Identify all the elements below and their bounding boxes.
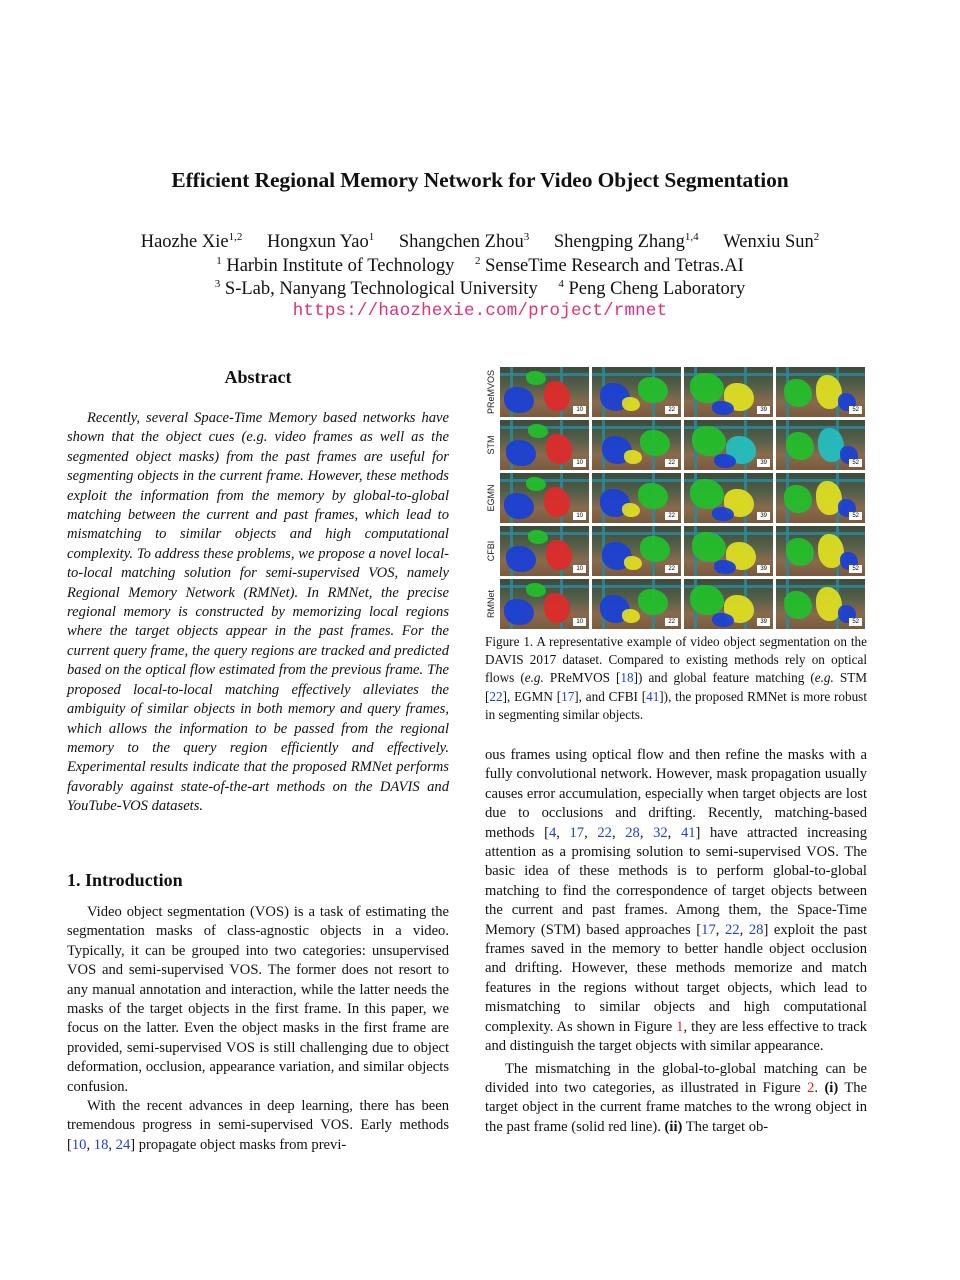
row-label: CFBI <box>486 540 496 562</box>
frame-thumbnail <box>500 579 589 629</box>
frame-number: 22 <box>665 565 678 573</box>
frame-number: 52 <box>849 406 862 414</box>
frame-number: 39 <box>757 565 770 573</box>
author-1: Haozhe Xie$^{1,2}$ <box>140 231 243 253</box>
affiliation-4: $^4$ Peng Cheng Laboratory <box>558 278 746 300</box>
frame-thumbnail <box>776 420 865 470</box>
frame-thumbnail <box>500 473 589 523</box>
citation-link[interactable]: 18 <box>93 1136 109 1153</box>
citation-link[interactable]: 28 <box>748 921 764 938</box>
citation-link[interactable]: 22 <box>489 688 503 704</box>
frame-number: 52 <box>849 618 862 626</box>
figure-link[interactable]: 2 <box>807 1079 815 1096</box>
abstract-paragraph: Recently, several Space-Time Memory based networks have shown that the object cues (e.g. video frames as well as the segmented object masks) from the past frames are useful for segmenting objects in the current frame. However, these methods exploit the information from the memory by global-to-global matching between the current and past frames, which lead to mismatching to similar objects and high computational complexity. To address these problems, we propose a novel local-to-local matching solution for semi-supervised VOS, namely Regional Memory Network (RMNet). In RMNet, the precise regional memory is constructed by memorizing local regions where the target objects appear in the past frames. For the current query frame, the query regions are tracked and predicted based on the optical flow estimated from the previous frame. The proposed local-to-local matching effectively alleviates the ambiguity of similar objects in both memory and query frames, which allows the information to be passed from the regional memory to the query region efficiently and effectively. Experimental results indicate that the proposed RMNet performs favorably against state-of-the-art methods on the DAVIS and YouTube-VOS datasets. <box>67 410 449 815</box>
frame-number: 22 <box>665 512 678 520</box>
frame-number: 10 <box>573 512 586 520</box>
paper-title: Efficient Regional Memory Network for Video Object Segmentation <box>171 168 789 192</box>
affiliation-line-1 <box>60 255 900 277</box>
citation-link[interactable]: 22 <box>725 921 740 938</box>
frame-number: 22 <box>665 459 678 467</box>
abstract-heading: Abstract <box>224 367 292 387</box>
figure-row-cfbi <box>484 526 866 576</box>
author-4: Shengping Zhang$^{1,4}$ <box>553 231 699 253</box>
frame-thumbnail <box>684 420 773 470</box>
citation-link[interactable]: 10 <box>71 1136 87 1153</box>
frame-thumbnail <box>776 526 865 576</box>
frame-number: 10 <box>573 459 586 467</box>
frame-thumbnail <box>592 579 681 629</box>
frame-thumbnail <box>592 367 681 417</box>
frame-number: 39 <box>757 459 770 467</box>
right-column-text <box>485 746 867 1137</box>
frame-thumbnail <box>500 526 589 576</box>
frame-number: 52 <box>849 459 862 467</box>
author-5: Wenxiu Sun$^2$ <box>723 231 820 253</box>
frame-number: 39 <box>757 406 770 414</box>
right-paragraph-1: ous frames using optical flow and then refine the masks with a fully convolutional network. However, mask propagation usually causes error accumulation, especially when target objects are lost due to occlusions and drifting. Recently, matching-based methods [4, 17, 22, 28, 32, 41] have attracted increasing attention as a promising solution to semi-supervised VOS. The basic idea of these methods is to perform global-to-global matching to find the correspondence of target objects between the current and past frames. Among them, the Space-Time Memory (STM) based approaches [17, 22, 28] exploit the past frames saved in the memory to better handle object occlusion and drifting. However, these methods memorize and match features in the regions without target objects, which lead to mismatching to similar objects and high computational complexity. As shown in Figure 1, they are less effective to track and distinguish the target objects with similar appearance. <box>485 747 868 1055</box>
figure-row-premvos <box>484 367 866 417</box>
author-2: Hongxun Yao$^1$ <box>266 231 375 253</box>
frame-number: 10 <box>573 565 586 573</box>
citation-link[interactable]: 41 <box>646 688 660 704</box>
frame-number: 10 <box>573 406 586 414</box>
introduction-text <box>67 903 449 1155</box>
intro-paragraph-1: Video object segmentation (VOS) is a task of estimating the segmentation masks of class-agnostic objects in a video. Typically, it can be grouped into two categories: unsupervised VOS and semi-supervised VOS. The former does not resort to any manual annotation and interaction, while the latter needs the masks of the target objects in the first frame. In this paper, we focus on the latter. Even the object masks in the first frame are provided, semi-supervised VOS is still challenging due to object deformation, occlusion, appearance variation, and similar objects confusion. <box>67 904 449 1095</box>
frame-thumbnail <box>776 367 865 417</box>
citation-link[interactable]: 4 <box>548 824 557 841</box>
citation-link[interactable]: 22 <box>597 824 612 841</box>
project-url-link[interactable]: https://haozhexie.com/project/rmnet <box>292 301 668 321</box>
frame-thumbnail <box>684 526 773 576</box>
citation-link[interactable]: 17 <box>701 921 716 938</box>
abstract-text <box>67 409 449 817</box>
affiliation-line-2 <box>60 278 900 300</box>
figure-row-stm <box>484 420 866 470</box>
frame-number: 52 <box>849 512 862 520</box>
frame-thumbnail <box>684 579 773 629</box>
author-list <box>60 231 900 253</box>
frame-number: 39 <box>757 618 770 626</box>
introduction-heading: 1. Introduction <box>67 870 183 890</box>
citation-link[interactable]: 24 <box>115 1136 131 1153</box>
citation-link[interactable]: 18 <box>620 670 634 686</box>
frame-number: 10 <box>573 618 586 626</box>
frame-thumbnail <box>500 420 589 470</box>
figure-row-egmn <box>484 473 866 523</box>
right-paragraph-2: The mismatching in the global-to-global matching can be divided into two categories, as illustrated in Figure 2. (i) The target object in the current frame matches to the wrong object in the past frame (solid red line). (ii) The target ob- <box>485 1060 868 1135</box>
row-label: PReMVOS <box>486 369 496 415</box>
citation-link[interactable]: 28 <box>625 824 640 841</box>
frame-number: 22 <box>665 406 678 414</box>
frame-thumbnail <box>592 420 681 470</box>
frame-thumbnail <box>500 367 589 417</box>
citation-link[interactable]: 17 <box>561 688 575 704</box>
figure-link[interactable]: 1 <box>676 1018 684 1035</box>
frame-thumbnail <box>684 367 773 417</box>
citation-link[interactable]: 32 <box>653 824 668 841</box>
citation-link[interactable]: 17 <box>569 824 585 841</box>
author-3: Shangchen Zhou$^3$ <box>398 231 530 253</box>
frame-thumbnail <box>776 579 865 629</box>
figure-1-grid <box>484 367 866 629</box>
row-label: EGMN <box>486 484 496 512</box>
figure-row-rmnet <box>484 579 866 629</box>
affiliation-3: $^3$ S-Lab, Nanyang Technological University <box>214 278 538 300</box>
frame-thumbnail <box>684 473 773 523</box>
row-label: RMNet <box>486 589 496 619</box>
frame-thumbnail <box>776 473 865 523</box>
citation-link[interactable]: 41 <box>680 824 696 841</box>
frame-number: 39 <box>757 512 770 520</box>
frame-number: 22 <box>665 618 678 626</box>
affiliation-2: $^2$ SenseTime Research and Tetras.AI <box>474 255 744 277</box>
figure-1-caption: Figure 1. A representative example of video object segmentation on the DAVIS 2017 dataset. Compared to existing methods rely on optical flows (e.g. PReMVOS [18]) and global feature matching (e.g. STM [22], EGMN [17], and CFBI [41]), the proposed RMNet is more robust in segmenting similar objects. <box>485 634 867 722</box>
intro-paragraph-2: With the recent advances in deep learning, there has been tremendous progress in semi-supervised VOS. Early methods [10, 18, 24] propagate object masks from previ- <box>67 1098 449 1153</box>
affiliation-1: $^1$ Harbin Institute of Technology <box>216 255 455 277</box>
frame-thumbnail <box>592 526 681 576</box>
frame-number: 52 <box>849 565 862 573</box>
row-label: STM <box>486 435 496 455</box>
frame-thumbnail <box>592 473 681 523</box>
